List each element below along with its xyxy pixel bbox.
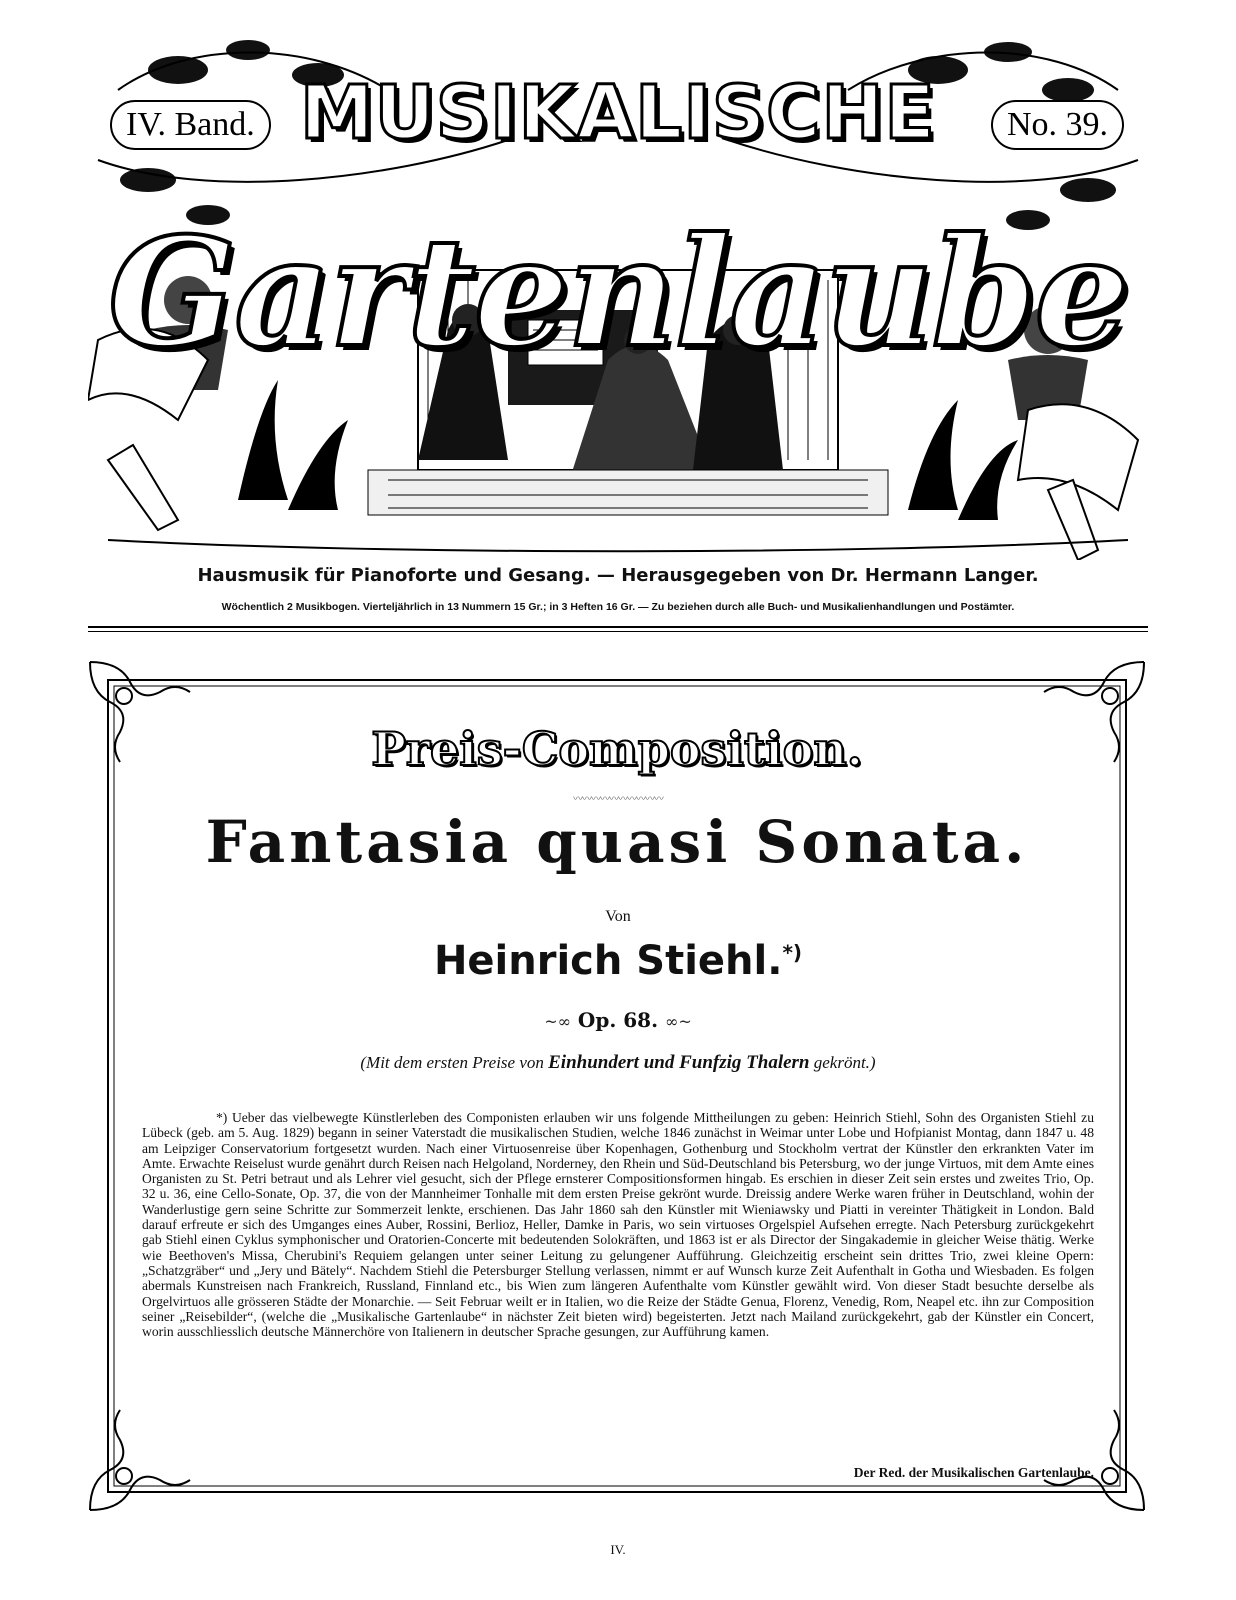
- frame-border: [88, 660, 1146, 1512]
- masthead-title-top: MUSIKALISCHE: [300, 70, 936, 156]
- volume-label: IV. Band.: [110, 100, 271, 150]
- masthead: [88, 30, 1148, 560]
- subscription-info: Wöchentlich 2 Musikbogen. Vierteljährlich in 13 Nummern 15 Gr.; in 3 Heften 16 Gr. — Zu beziehen durch alle Buch- und Musikalienhandlungen und Postämter.: [221, 601, 1015, 613]
- divider-rule: [88, 626, 1148, 628]
- section-heading: Preis-Composition.: [371, 722, 863, 776]
- composer-name: [0, 938, 1236, 984]
- right-flourish-icon: ∞~: [665, 1012, 692, 1031]
- work-title: Fantasia quasi Sonata.: [205, 808, 1029, 876]
- prize-prefix: (Mit dem ersten Preise von: [360, 1053, 544, 1072]
- prize-suffix: gekrönt.): [813, 1053, 876, 1072]
- footnote-text: *) Ueber das vielbewegte Künstlerleben des Componisten erlauben wir uns folgende Mittheilungen zu geben: Heinrich Stiehl, Sohn des Organisten Stiehl zu Lübeck (geb. am 5. Aug. 1829) begann in seiner Vaterstadt die musikalischen Studien, welche 1846 zunächst in Weimar unter Lobe und Hofpianist Montag, dann 1847 u. 48 am Leipziger Conservatorium fortgesetzt wurden. Nach einer Virtuosenreise über Kopenhagen, Gothenburg und Stockholm vertrat der Künstler den erkrankten Vater im Amte. Erwachte Reiselust wurde genährt durch Reisen nach Helgoland, Norderney, den Rhein und Süd-Deutschland bis Petersburg, wo der junge Virtuos, mit dem Amte eines Organisten zu St. Petri betraut und als Lehrer viel gesucht, sich der Pflege ernsterer Compositionsformen hingab. Es erschien in dieser Zeit sein erstes und zweites Trio, Op. 32 u. 36, eine Cello-Sonate, Op. 37, die von der Mannheimer Tonhalle mit dem ersten Preise gekrönt wurde. Dreissig andere Werke waren früher in Deutschland, wohin der Wanderlustige gern seine Schritte zur Sommerzeit lenkte, erschienen. Das Jahr 1860 sah den Künstler mit Wieniawsky und Piatti in vereinter Thätigkeit in London. Bald darauf erfreute er sich des Umganges eines Auber, Rossini, Berlioz, Heller, Damke in Paris, wo sein virtuoses Orgelspiel Aufsehen erregte. Nach Petersburg zurückgekehrt gab Stiehl einen Cyklus symphonischer und Oratorien-Concerte mit bedeutenden Solokräften, und 1863 ist er als Director der Singakademie in gleicher Weise thätig. Werke wie Beethoven's Missa, Cherubini's Requiem gelangen unter seiner Leitung zu gelungener Aufführung. Gleichzeitig erscheint sein drittes Trio, zwei kleine Opern: „Schatzgräber“ und „Jery und Bätely“. Nachdem Stiehl die Petersburger Stellung verlassen, nimmt er auf Wunsch kurze Zeit Aufenthalt in Gotha und Wiesbaden. Es folgen abermals Kunstreisen nach Frankreich, Russland, Finnland etc., bis Wien zum längeren Aufenthalte vom Künstler gewählt wird. Von dieser Stadt besuchte derselbe als Orgelvirtuos alle grösseren Städte der Monarchie. — Seit Februar weilt er in Italien, wo die Reize der Städte Genua, Florenz, Venedig, Rom, Neapel etc. ihn zur Composition seiner „Reisebilder“, (welche die „Musikalische Gartenlaube“ in nächster Zeit bieten wird) begeisterten. Jetzt nach Mailand zurückgekehrt, gab der Künstler ein Concert, worin ausschliesslich deutsche Männerchöre von Italienern in deutscher Sprache gesungen, zur Aufführung kamen.: [142, 1110, 1094, 1340]
- by-label: Von: [605, 908, 631, 925]
- left-flourish-icon: ~∞: [544, 1012, 571, 1031]
- heading-ornament: 〰〰〰〰〰〰〰〰〰〰: [573, 794, 663, 805]
- prize-amount: Einhundert und Funfzig Thalern: [548, 1052, 810, 1073]
- issue-number: No. 39.: [991, 100, 1124, 150]
- ornamental-frame: [88, 660, 1146, 1512]
- page-number: IV.: [610, 1542, 626, 1557]
- composer-name-text: Heinrich Stiehl.: [433, 938, 783, 984]
- editorial-signature: Der Red. der Musikalischen Gartenlaube.: [853, 1465, 1094, 1480]
- footnote-marker: *): [782, 940, 803, 965]
- opus-line: [0, 1008, 1236, 1032]
- masthead-subtitle: Hausmusik für Pianoforte und Gesang. — Herausgegeben von Dr. Hermann Langer.: [197, 565, 1039, 586]
- prize-note: [0, 1052, 1236, 1074]
- biographical-footnote: [142, 1110, 1094, 1339]
- masthead-title-script: Gartenlaube: [108, 205, 1128, 381]
- divider-rule-thin: [88, 631, 1148, 632]
- opus-number: Op. 68.: [577, 1008, 659, 1032]
